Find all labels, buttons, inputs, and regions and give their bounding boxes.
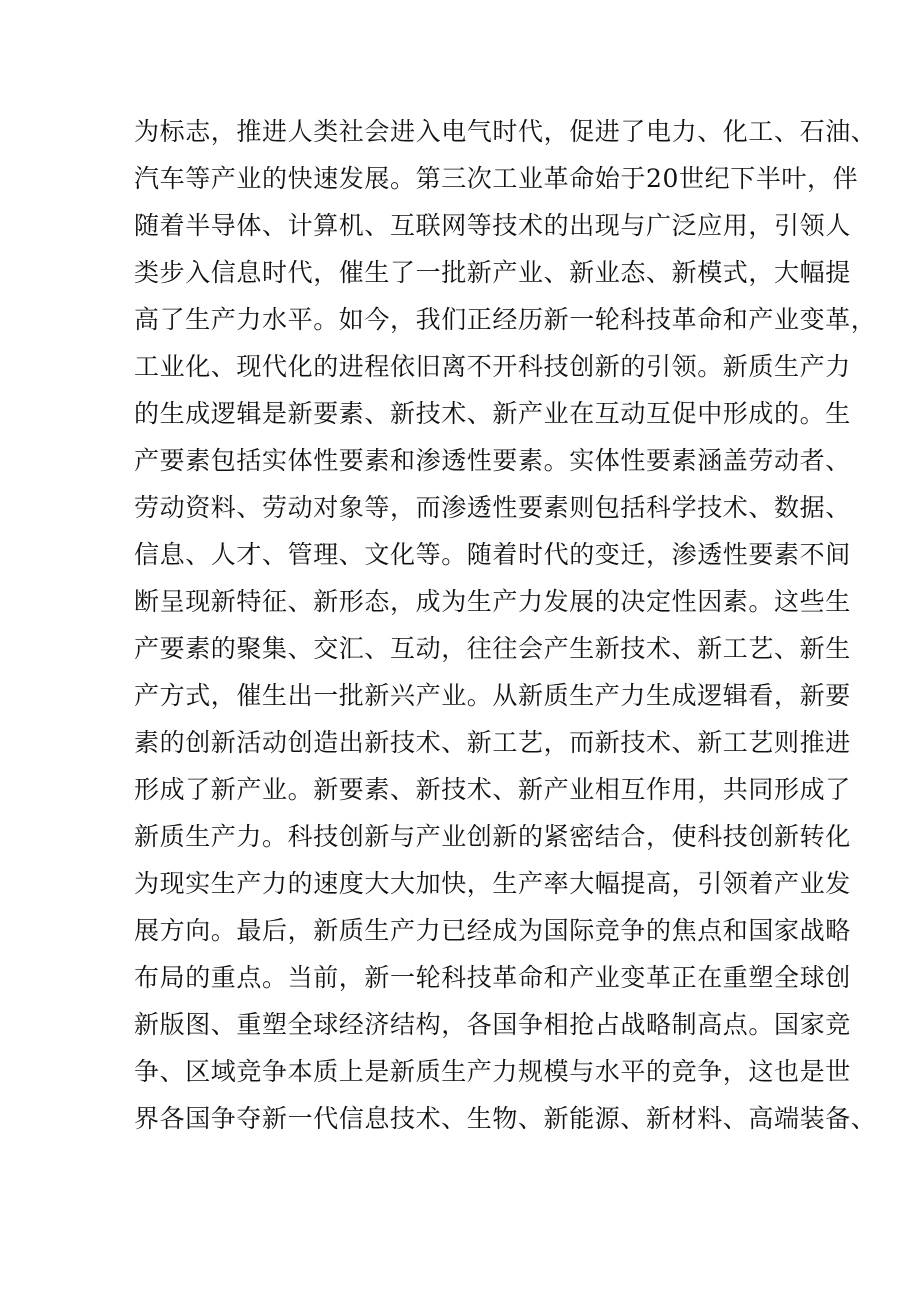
text-line-4: 类步入信息时代，催生了一批新产业、新业态、新模式，大幅提 xyxy=(134,258,851,287)
text-line-11: 断呈现新特征、新形态，成为生产力发展的决定性因素。这些生 xyxy=(134,587,851,616)
text-line-5: 高了生产力水平。如今，我们正经历新一轮科技革命和产业变革， xyxy=(134,305,877,334)
text-line-12: 产要素的聚集、交汇、互动，往往会产生新技术、新工艺、新生 xyxy=(134,634,851,663)
text-line-8: 产要素包括实体性要素和渗透性要素。实体性要素涵盖劳动者、 xyxy=(134,446,851,475)
text-line-20: 新版图、重塑全球经济结构，各国争相抢占战略制高点。国家竞 xyxy=(134,1010,851,1039)
text-line-7: 的生成逻辑是新要素、新技术、新产业在互动互促中形成的。生 xyxy=(134,399,851,428)
text-line-10: 信息、人才、管理、文化等。随着时代的变迁，渗透性要素不间 xyxy=(134,540,851,569)
text-line-1: 为标志，推进人类社会进入电气时代，促进了电力、化工、石油、 xyxy=(134,117,877,146)
body-text xyxy=(134,108,877,1142)
text-line-21: 争、区域竞争本质上是新质生产力规模与水平的竞争，这也是世 xyxy=(134,1057,851,1086)
text-line-16: 新质生产力。科技创新与产业创新的紧密结合，使科技创新转化 xyxy=(134,822,851,851)
text-line-22: 界各国争夺新一代信息技术、生物、新能源、新材料、高端装备、 xyxy=(134,1104,877,1133)
text-line-6: 工业化、现代化的进程依旧离不开科技创新的引领。新质生产力 xyxy=(134,352,851,381)
text-line-14: 素的创新活动创造出新技术、新工艺，而新技术、新工艺则推进 xyxy=(134,728,851,757)
text-line-18: 展方向。最后，新质生产力已经成为国际竞争的焦点和国家战略 xyxy=(134,916,851,945)
text-line-15: 形成了新产业。新要素、新技术、新产业相互作用，共同形成了 xyxy=(134,775,851,804)
text-line-3: 随着半导体、计算机、互联网等技术的出现与广泛应用，引领人 xyxy=(134,211,851,240)
text-line-19: 布局的重点。当前，新一轮科技革命和产业变革正在重塑全球创 xyxy=(134,963,851,992)
text-line-13: 产方式，催生出一批新兴产业。从新质生产力生成逻辑看，新要 xyxy=(134,681,851,710)
text-line-2: 汽车等产业的快速发展。第三次工业革命始于20世纪下半叶，伴 xyxy=(134,164,859,193)
text-line-9: 劳动资料、劳动对象等，而渗透性要素则包括科学技术、数据、 xyxy=(134,493,851,522)
text-line-17: 为现实生产力的速度大大加快，生产率大幅提高，引领着产业发 xyxy=(134,869,851,898)
